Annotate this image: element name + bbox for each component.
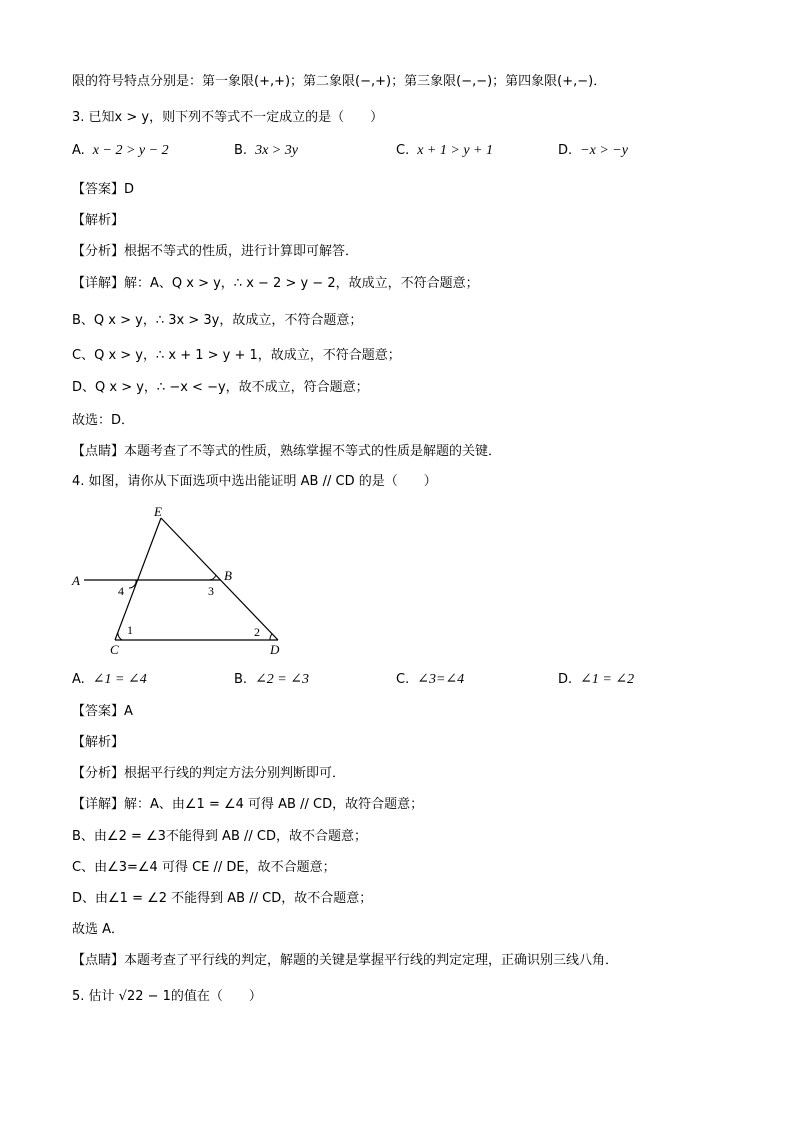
q3-answer: 【答案】D bbox=[72, 182, 135, 197]
angle-label-2: 2 bbox=[254, 625, 260, 639]
point-label-a: A bbox=[72, 573, 80, 588]
q4-detail-a: 【详解】解：A、由∠1 = ∠4 可得 AB // CD，故符合题意； bbox=[72, 797, 424, 812]
point-label-b: B bbox=[224, 568, 232, 583]
q4-detail-d: D、由∠1 = ∠2 不能得到 AB // CD，故不合题意； bbox=[72, 891, 373, 906]
question-3-options bbox=[72, 143, 732, 165]
q4-choice: 故选 A． bbox=[72, 922, 125, 937]
q3-option-a: A. x − 2 > y − 2 bbox=[72, 143, 169, 158]
q4-option-a: A. ∠1 = ∠4 bbox=[72, 672, 147, 687]
q3-detail-a: 【详解】解：A、Q x > y，∴ x − 2 > y − 2，故成立，不符合题意； bbox=[72, 276, 479, 291]
q4-option-c: C. ∠3=∠4 bbox=[396, 672, 465, 687]
question-4-options bbox=[72, 671, 732, 693]
q4-option-b: B. ∠2 = ∠3 bbox=[234, 672, 309, 687]
q4-answer: 【答案】A bbox=[72, 704, 133, 719]
angle-label-3: 3 bbox=[208, 584, 214, 598]
geometry-figure bbox=[66, 500, 296, 665]
point-label-d: D bbox=[270, 642, 280, 657]
q3-analysis-heading: 【解析】 bbox=[72, 213, 125, 228]
question-5-stem: 5. 估计 √22 − 1的值在（ ） bbox=[72, 989, 262, 1004]
q3-detail-b: B、Q x > y，∴ 3x > 3y，故成立，不符合题意； bbox=[72, 313, 363, 328]
q4-analysis-heading: 【解析】 bbox=[72, 735, 125, 750]
q3-option-c: C. x + 1 > y + 1 bbox=[396, 143, 493, 158]
question-3-stem: 3. 已知x > y，则下列不等式不一定成立的是（ ） bbox=[72, 110, 384, 125]
q3-option-d: D. −x > −y bbox=[558, 143, 628, 158]
q3-choice: 故选：D． bbox=[72, 413, 135, 428]
q3-comment: 【点睛】本题考查了不等式的性质，熟练掌握不等式的性质是解题的关键． bbox=[72, 444, 502, 459]
angle-arc-1 bbox=[118, 632, 122, 640]
q3-detail-d: D、Q x > y，∴ −x < −y，故不成立，符合题意； bbox=[72, 380, 369, 395]
text-line-quadrant-signs: 限的符号特点分别是：第一象限(+,+)；第二象限(−,+)；第三象限(−,−)；第四象限(+,−)． bbox=[72, 74, 607, 89]
q4-comment: 【点睛】本题考查了平行线的判定，解题的关键是掌握平行线的判定定理，正确识别三线八角． bbox=[72, 953, 619, 968]
angle-arc-3 bbox=[209, 575, 216, 580]
q4-option-d: D. ∠1 = ∠2 bbox=[558, 672, 635, 687]
q3-detail-c: C、Q x > y，∴ x + 1 > y + 1，故成立，不符合题意； bbox=[72, 348, 401, 363]
q4-detail-c: C、由∠3=∠4 可得 CE // DE，故不合题意； bbox=[72, 860, 336, 875]
q3-option-b: B. 3x > 3y bbox=[234, 143, 298, 158]
segment-ed bbox=[161, 518, 278, 640]
q4-analysis: 【分析】根据平行线的判定方法分别判断即可． bbox=[72, 766, 346, 781]
point-label-e: E bbox=[154, 504, 162, 519]
angle-arc-2 bbox=[270, 634, 272, 640]
q3-analysis: 【分析】根据不等式的性质，进行计算即可解答． bbox=[72, 244, 359, 259]
angle-label-1: 1 bbox=[127, 623, 133, 637]
q4-detail-b: B、由∠2 = ∠3不能得到 AB // CD，故不合题意； bbox=[72, 829, 367, 844]
angle-label-4: 4 bbox=[118, 584, 124, 598]
question-4-stem: 4. 如图，请你从下面选项中选出能证明 AB // CD 的是（ ） bbox=[72, 474, 437, 489]
point-label-c: C bbox=[110, 642, 119, 657]
segment-ec bbox=[115, 518, 161, 640]
